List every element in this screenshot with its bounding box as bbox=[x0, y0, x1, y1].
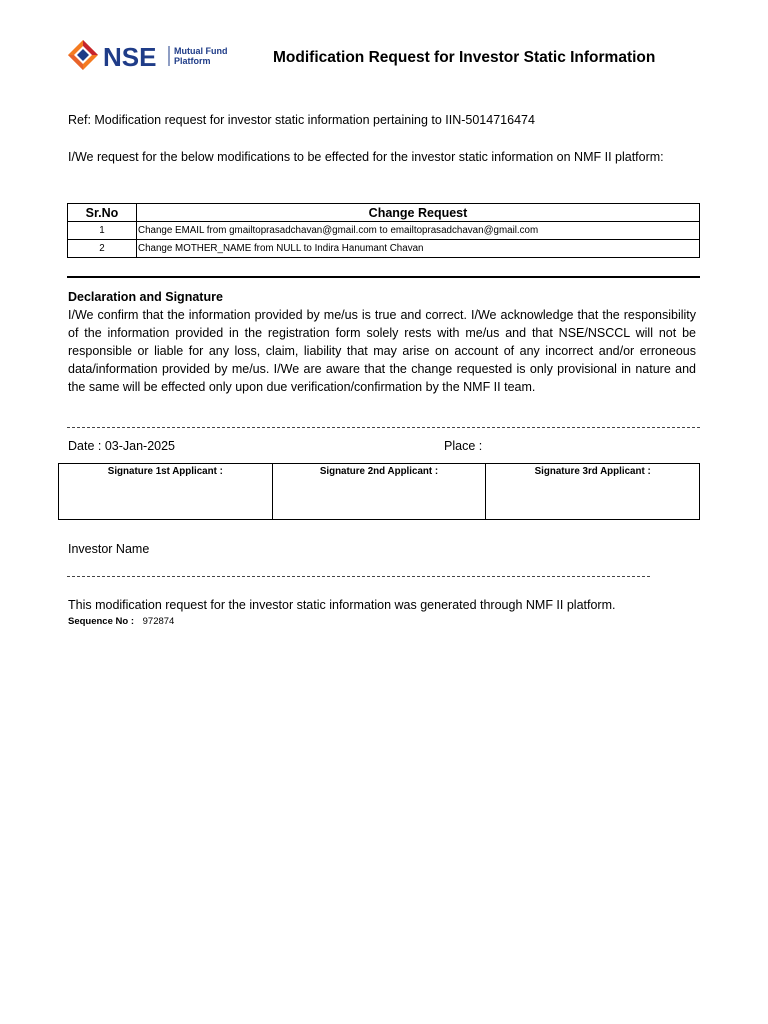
signature-box-1: Signature 1st Applicant : bbox=[59, 464, 273, 520]
row-change-request: Change MOTHER_NAME from NULL to Indira Hanumant Chavan bbox=[137, 240, 700, 258]
intro-text: I/We request for the below modifications to be effected for the investor static information on NMF II platform: bbox=[68, 150, 664, 164]
nse-logo-text: NSE bbox=[103, 42, 157, 72]
signature-table bbox=[58, 463, 700, 520]
nse-logo-graphic bbox=[66, 38, 242, 74]
change-request-header: Change Request bbox=[137, 204, 700, 222]
sequence-number bbox=[68, 616, 174, 627]
sequence-label: Sequence No : bbox=[68, 616, 134, 627]
row-change-request: Change EMAIL from gmailtoprasadchavan@gmail.com to emailtoprasadchavan@gmail.com bbox=[137, 222, 700, 240]
declaration-heading: Declaration and Signature bbox=[68, 290, 223, 304]
row-srno: 2 bbox=[68, 240, 137, 258]
row-srno: 1 bbox=[68, 222, 137, 240]
nse-emblem-icon bbox=[68, 40, 98, 70]
document-title: Modification Request for Investor Static Information bbox=[273, 49, 656, 66]
logo-sub-line1: Mutual Fund bbox=[174, 46, 228, 56]
change-request-table bbox=[67, 203, 700, 258]
place-field: Place : bbox=[444, 439, 483, 453]
document-header bbox=[66, 38, 700, 78]
sequence-value: 972874 bbox=[142, 616, 175, 627]
nse-logo bbox=[66, 38, 242, 74]
table-row bbox=[68, 222, 700, 240]
signature-box-3: Signature 3rd Applicant : bbox=[486, 464, 700, 520]
dashed-divider bbox=[67, 427, 700, 428]
investor-name-line bbox=[67, 576, 650, 577]
signature-box-2: Signature 2nd Applicant : bbox=[272, 464, 486, 520]
table-row bbox=[68, 240, 700, 258]
table-header-row bbox=[68, 204, 700, 222]
reference-line: Ref: Modification request for investor static information pertaining to IIN-5014716474 bbox=[68, 113, 535, 127]
generated-note: This modification request for the investor static information was generated through NMF II platform. bbox=[68, 598, 616, 612]
logo-sub-line2: Platform bbox=[174, 56, 211, 66]
srno-header: Sr.No bbox=[68, 204, 137, 222]
investor-name-label: Investor Name bbox=[68, 542, 150, 556]
declaration-text: I/We confirm that the information provided by me/us is true and correct. I/We acknowledge that the responsibility of the information provided in the registration form solely rests with me/us and that NSE/NSCCL will not be responsible or liable for any loss, claim, liability that may arise on account of any incorrect and/or erroneous data/information provided by me/us. I/We are aware that the change requested is only provisional in nature and the same will be effected only upon due verification/confirmation by the NMF II team. bbox=[68, 308, 696, 395]
section-divider bbox=[67, 276, 700, 278]
date-field: Date : 03-Jan-2025 bbox=[68, 439, 176, 453]
